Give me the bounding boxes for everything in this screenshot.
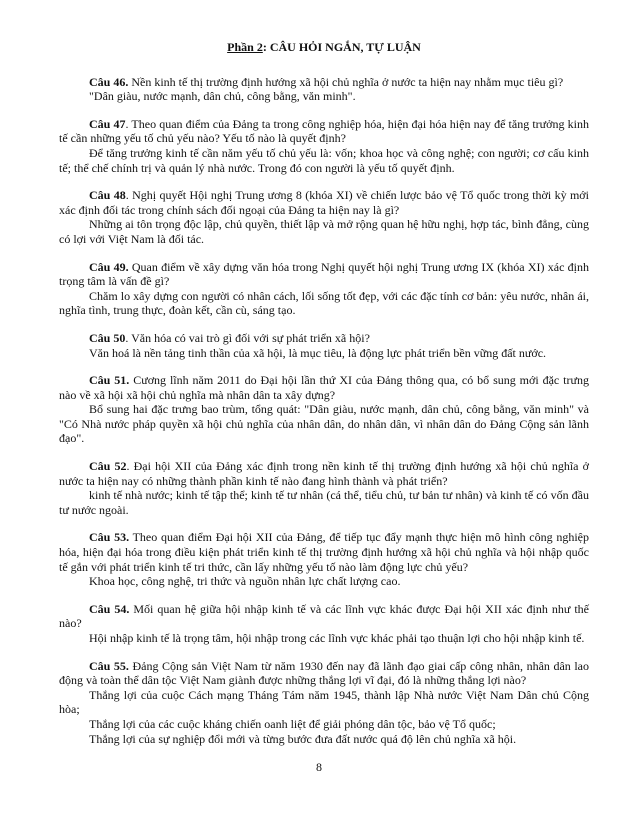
question-number: Câu 48 [89, 188, 126, 203]
question-text [59, 188, 589, 217]
question-text [59, 373, 589, 402]
question-body: Cương lĩnh năm 2011 do Đại hội lần thứ XI của Đảng thông qua, có bổ sung mới đặc trưng nào về xã hội xã hội chủ nghĩa mà nhân dân ta xây dựng? [59, 373, 590, 402]
question-block [59, 75, 589, 104]
answer-text: Khoa học, công nghệ, tri thức và nguồn nhân lực chất lượng cao. [89, 574, 401, 589]
question-block [59, 602, 589, 646]
answer-text: Những ai tôn trọng độc lập, chủ quyền, thiết lập và mở rộng quan hệ hữu nghị, hợp tác, bình đẳng, cùng có lợi với Việt Nam là đối tác. [59, 217, 589, 246]
question-text [59, 602, 589, 631]
question-number: Câu 54. [89, 601, 130, 616]
question-body: Đảng Cộng sản Việt Nam từ năm 1930 đến nay đã lãnh đạo giai cấp công nhân, nhân dân lao động và toàn thể dân tộc Việt Nam giành được những thắng lợi vĩ đại, đó là những thắng lợi nào? [59, 658, 590, 688]
answer-text: Thắng lợi của các cuộc kháng chiến oanh liệt để giải phóng dân tộc, bảo vệ Tổ quốc; [89, 716, 496, 731]
question-body: Nền kinh tế thị trường định hướng xã hội chủ nghĩa ở nước ta hiện nay nhằm mục tiêu gì? [131, 74, 564, 89]
question-text [59, 459, 589, 488]
question-block [59, 530, 589, 588]
answer-text: Bổ sung hai đặc trưng bao trùm, tổng quát: "Dân giàu, nước mạnh, dân chủ, công bằng, văn minh" và "Có Nhà nước pháp quyền xã hội chủ nghĩa của nhân dân, do nhân dân, vì nhân dân do Đảng Cộng sản lãnh đạo". [59, 402, 589, 446]
question-block [59, 459, 589, 517]
question-text [59, 117, 589, 146]
document-page [59, 40, 589, 759]
question-block [59, 188, 589, 246]
question-text [59, 75, 589, 90]
question-number: Câu 50 [89, 330, 126, 345]
answer-text: Thắng lợi của cuộc Cách mạng Tháng Tám năm 1945, thành lập Nhà nước Việt Nam Dân chủ Cộng hòa; [59, 687, 589, 717]
answer-text: kinh tế nhà nước; kinh tế tập thể; kinh tế tư nhân (cá thể, tiểu chủ, tư bản tư nhân) và kinh tế có vốn đầu tư nước ngoài. [59, 488, 589, 517]
question-number: Câu 49. [89, 259, 129, 274]
question-number: Câu 53. [89, 530, 130, 545]
section-title [59, 40, 589, 55]
question-block [59, 260, 589, 318]
question-body: Theo quan điểm Đại hội XII của Đảng, để tiếp tục đẩy mạnh thực hiện mô hình công nghiệp hóa, hiện đại hóa trong điều kiện phát triển kinh tế thị trường định hướng xã hội chủ nghĩa và hội nhập quốc tế gắn với phát triển kinh tế tri thức, cần lấy những yếu tố nào làm động lực chủ yếu? [59, 530, 590, 574]
answer-text: Để tăng trưởng kinh tế cần năm yếu tố chủ yếu là: vốn; khoa học và công nghệ; con người; cơ cấu kinh tế; thể chế chính trị và quản lý nhà nước. Trong đó con người là yếu tố quyết định. [59, 145, 589, 175]
question-body: . Văn hóa có vai trò gì đối với sự phát triển xã hội? [125, 330, 370, 345]
question-list [59, 75, 589, 747]
question-block [59, 117, 589, 175]
question-number: Câu 55. [89, 658, 129, 673]
question-text [59, 331, 589, 346]
question-number: Câu 51. [89, 373, 130, 388]
answer-text: Chăm lo xây dựng con người có nhân cách, lối sống tốt đẹp, với các đặc tính cơ bản: yêu nước, nhân ái, nghĩa tình, trung thực, đoàn kết, cần cù, sáng tạo. [59, 288, 589, 318]
question-block [59, 331, 589, 360]
question-body: . Đại hội XII của Đảng xác định trong nền kinh tế thị trường định hướng xã hội chủ nghĩa ở nước ta hiện nay có những thành phần kinh tế nào đang hình thành và phát triển? [59, 459, 589, 488]
section-title-text: : CÂU HỎI NGẮN, TỰ LUẬN [262, 40, 421, 54]
answer-text: "Dân giàu, nước mạnh, dân chủ, công bằng, văn minh". [89, 89, 356, 104]
question-number: Câu 46. [89, 74, 129, 89]
question-body: . Nghị quyết Hội nghị Trung ương 8 (khóa XI) về chiến lược bảo vệ Tổ quốc trong thời kỳ mới xác định đối tác trong chính sách đối ngoại của Đảng ta hiện nay là gì? [59, 188, 589, 217]
question-text [59, 260, 589, 289]
question-body: . Theo quan điểm của Đảng ta trong công nghiệp hóa, hiện đại hóa hiện nay để tăng trưởng kinh tế cần những yếu tố chủ yếu nào? Yếu tố nào là quyết định? [59, 116, 589, 146]
question-number: Câu 52 [89, 459, 127, 474]
question-block [59, 659, 589, 747]
section-part-label: Phần 2 [227, 40, 263, 54]
question-body: Quan điểm về xây dựng văn hóa trong Nghị quyết hội nghị Trung ương IX (khóa XI) xác định trọng tâm là vấn đề gì? [59, 259, 590, 289]
answer-text: Văn hoá là nền tảng tinh thần của xã hội, là mục tiêu, là động lực phát triển bền vững đất nước. [89, 345, 547, 360]
answer-text: Thắng lợi của sự nghiệp đổi mới và từng bước đưa đất nước quá độ lên chủ nghĩa xã hội. [89, 731, 517, 746]
question-text [59, 659, 589, 688]
question-text [59, 530, 589, 574]
question-body: Mối quan hệ giữa hội nhập kinh tế và các lĩnh vực khác được Đại hội XII xác định như thế nào? [59, 601, 590, 631]
page-number: 8 [316, 760, 322, 774]
answer-text: Hội nhập kinh tế là trọng tâm, hội nhập trong các lĩnh vực khác phải tạo thuận lợi cho hội nhập kinh tế. [89, 631, 585, 645]
question-number: Câu 47 [89, 116, 126, 131]
question-block [59, 373, 589, 446]
